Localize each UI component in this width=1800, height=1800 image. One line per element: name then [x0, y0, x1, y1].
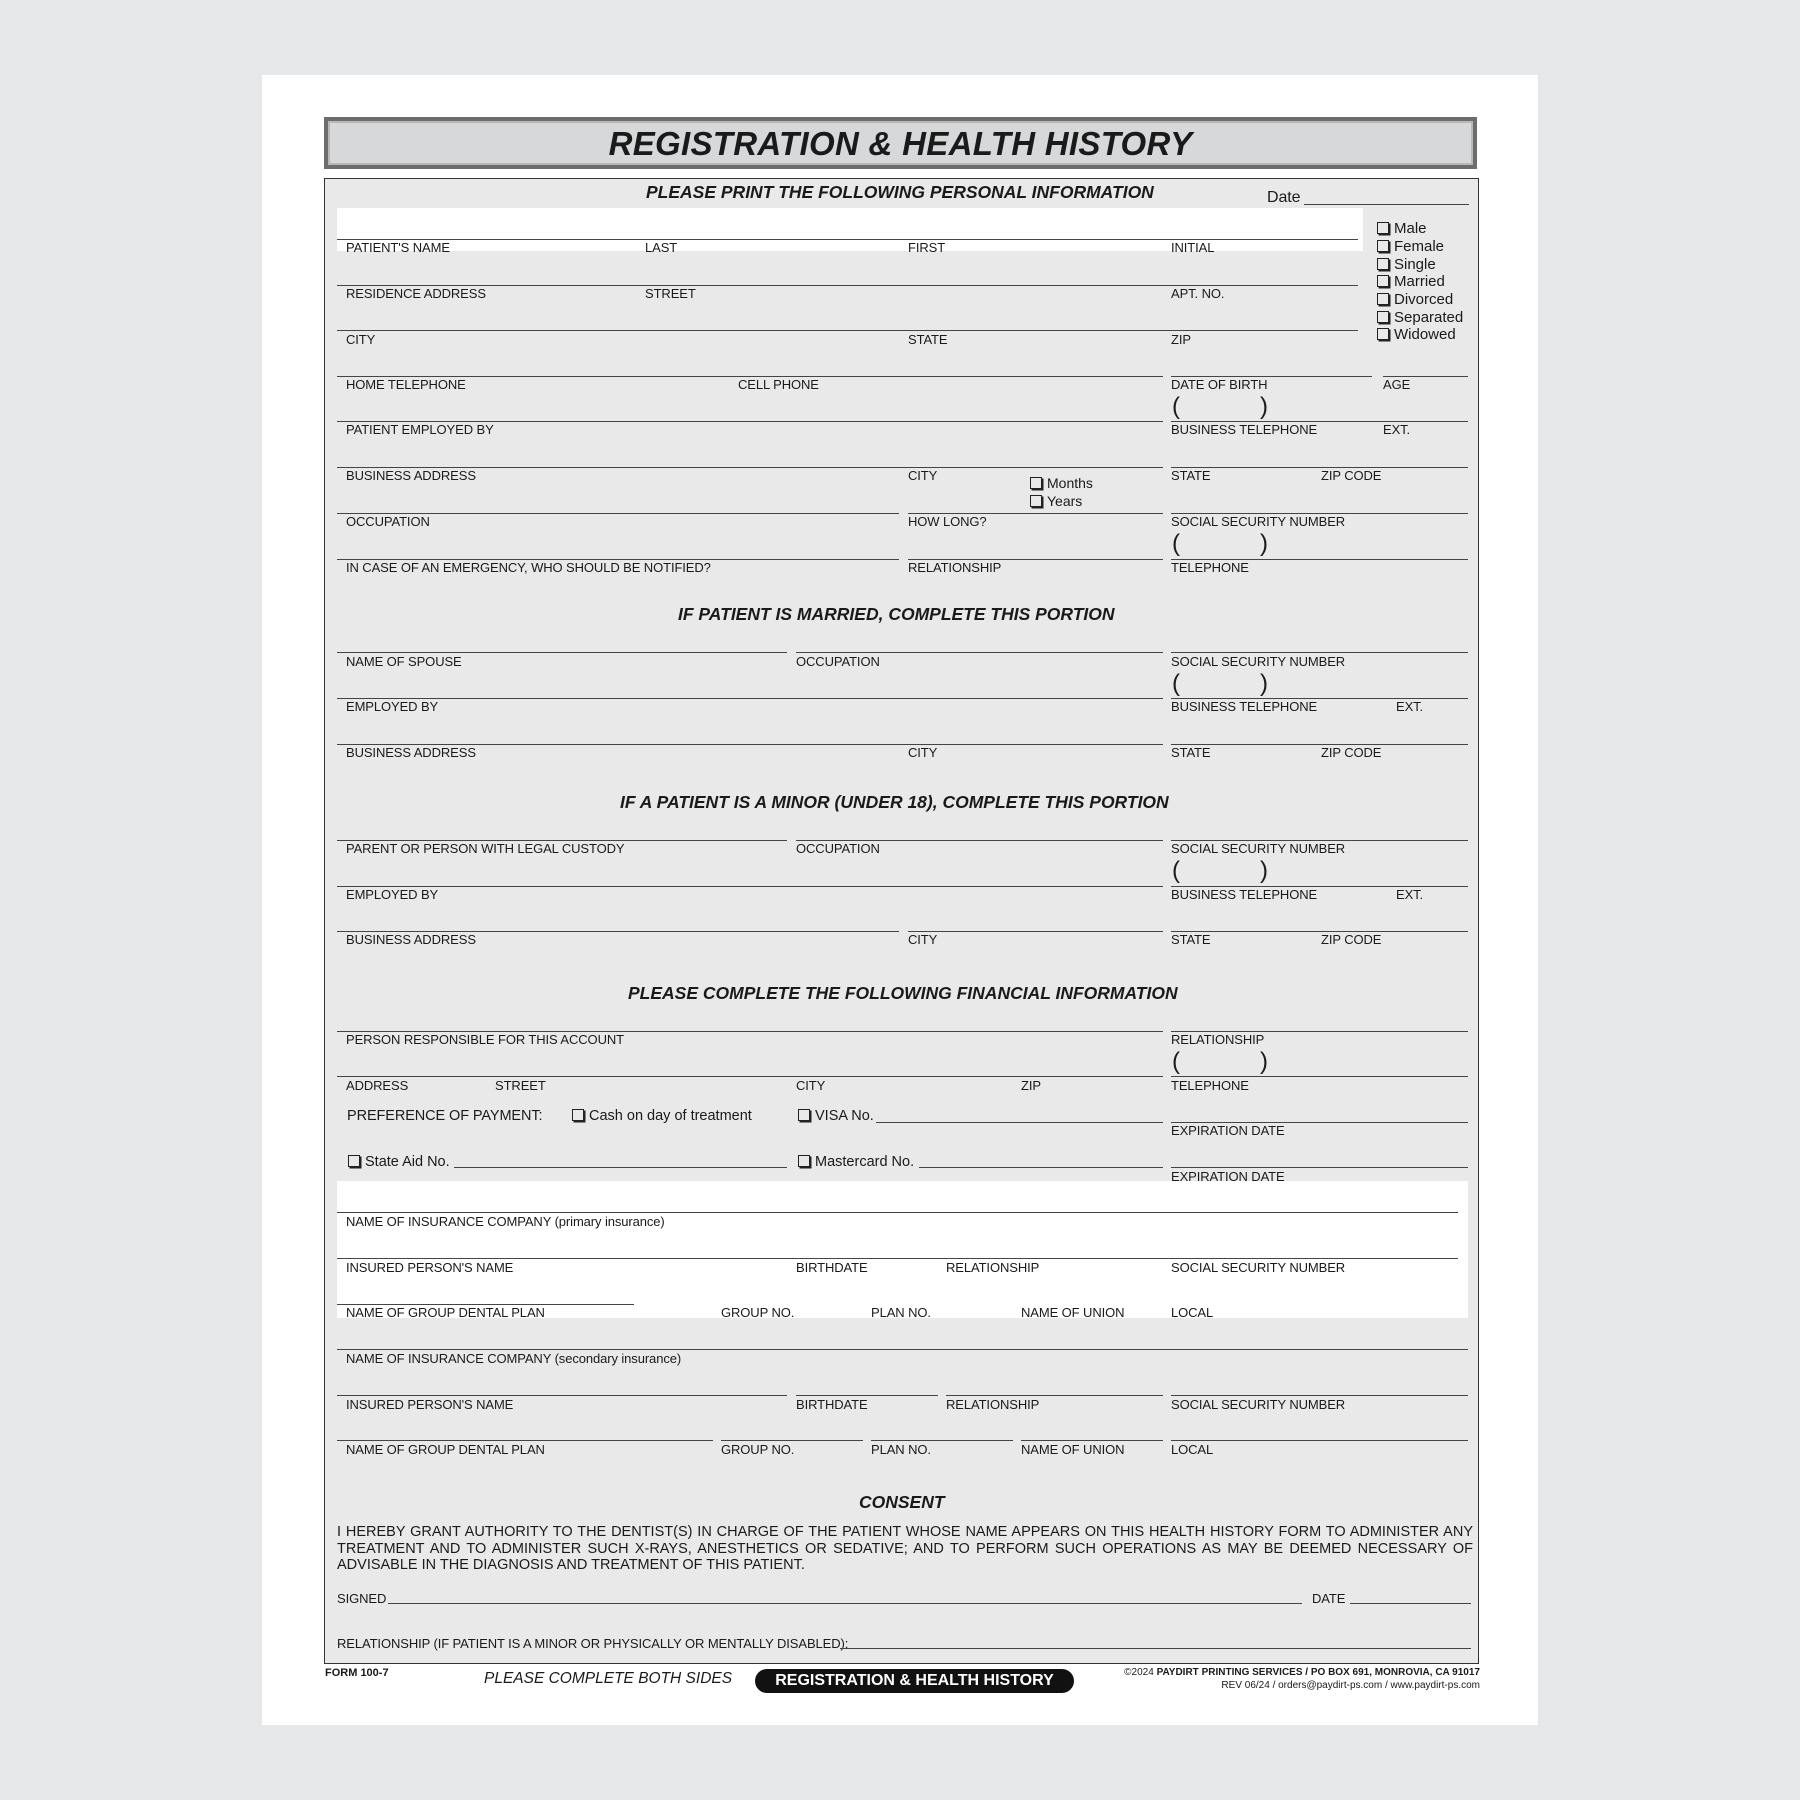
label-apt-no: APT. NO.	[1171, 286, 1225, 301]
field-line-spouse-ssn[interactable]	[1171, 652, 1468, 653]
checkbox-single[interactable]	[1377, 256, 1436, 273]
label-business-telephone: BUSINESS TELEPHONE	[1171, 422, 1318, 437]
field-line-primary-insurance[interactable]	[337, 1212, 1458, 1213]
field-line-responsible-address[interactable]	[337, 1076, 1163, 1077]
label-business-address: BUSINESS ADDRESS	[346, 468, 476, 483]
label-ssn: SOCIAL SECURITY NUMBER	[1171, 514, 1346, 529]
footer-company	[1078, 1667, 1480, 1678]
label-primary-note: (primary insurance)	[554, 1214, 665, 1229]
label-zip: ZIP	[1021, 1078, 1041, 1093]
form-title-bar	[324, 117, 1477, 169]
label-telephone: TELEPHONE	[1171, 1078, 1249, 1093]
checkbox-label: Male	[1394, 220, 1427, 237]
label-zip-code: ZIP CODE	[1321, 468, 1382, 483]
field-line-responsible-telephone[interactable]	[1171, 1076, 1468, 1077]
label-employed-by: EMPLOYED BY	[346, 699, 439, 714]
checkbox-separated[interactable]	[1377, 309, 1463, 326]
checkbox-square-icon	[1377, 240, 1389, 252]
label-ext: EXT.	[1396, 887, 1424, 902]
label-responsible: PERSON RESPONSIBLE FOR THIS ACCOUNT	[346, 1032, 624, 1047]
label-insured-name: INSURED PERSON'S NAME	[346, 1260, 514, 1275]
label-cell-phone: CELL PHONE	[738, 377, 819, 392]
checkbox-square-icon	[1377, 328, 1389, 340]
label-group-dental: NAME OF GROUP DENTAL PLAN	[346, 1442, 545, 1457]
label-union: NAME OF UNION	[1021, 1442, 1125, 1457]
label-patients-name: PATIENT'S NAME	[346, 240, 450, 255]
label-relationship-disabled: RELATIONSHIP (IF PATIENT IS A MINOR OR PHYSICALLY OR MENTALLY DISABLED):	[337, 1636, 849, 1651]
label-relationship: RELATIONSHIP	[1171, 1032, 1265, 1047]
paren-close: )	[1260, 670, 1268, 697]
label-ssn: SOCIAL SECURITY NUMBER	[1171, 1260, 1346, 1275]
checkbox-label: Mastercard No.	[815, 1154, 915, 1170]
label-group-no: GROUP NO.	[721, 1442, 795, 1457]
checkbox-label: VISA No.	[815, 1108, 874, 1124]
field-line-secondary-union[interactable]	[1021, 1440, 1163, 1441]
heading-personal-info: PLEASE PRINT THE FOLLOWING PERSONAL INFORMATION	[646, 182, 1154, 202]
checkbox-visa[interactable]	[798, 1108, 874, 1124]
label-street: STREET	[645, 286, 696, 301]
label-state: STATE	[1171, 468, 1211, 483]
field-line-secondary-insurance[interactable]	[337, 1349, 1468, 1350]
checkbox-square-icon	[798, 1155, 810, 1167]
label-preference-payment: PREFERENCE OF PAYMENT:	[347, 1108, 543, 1124]
label-relationship: RELATIONSHIP	[946, 1397, 1040, 1412]
checkbox-label: Single	[1394, 256, 1436, 273]
label-date-of-birth: DATE OF BIRTH	[1171, 377, 1268, 392]
checkbox-label: Married	[1394, 273, 1445, 290]
checkbox-square-icon	[1377, 222, 1389, 234]
form-title: REGISTRATION & HEALTH HISTORY	[608, 125, 1193, 162]
checkbox-mastercard[interactable]	[798, 1154, 914, 1170]
paren-close: )	[1260, 393, 1268, 420]
checkbox-months[interactable]	[1030, 475, 1093, 491]
label-relationship: RELATIONSHIP	[908, 560, 1002, 575]
checkbox-years[interactable]	[1030, 493, 1082, 509]
label-plan-no: PLAN NO.	[871, 1305, 931, 1320]
label-home-telephone: HOME TELEPHONE	[346, 377, 466, 392]
label-insurance-primary	[346, 1214, 665, 1229]
label-occupation: OCCUPATION	[796, 841, 880, 856]
footer-rev: REV 06/24 / orders@paydirt-ps.com / www.paydirt-ps.com	[1221, 1680, 1480, 1691]
heading-financial: PLEASE COMPLETE THE FOLLOWING FINANCIAL INFORMATION	[628, 983, 1178, 1003]
checkbox-label: State Aid No.	[365, 1154, 450, 1170]
label-age: AGE	[1383, 377, 1411, 392]
label-patient-employed-by: PATIENT EMPLOYED BY	[346, 422, 494, 437]
label-expiration-date: EXPIRATION DATE	[1171, 1169, 1285, 1184]
label-business-address: BUSINESS ADDRESS	[346, 932, 476, 947]
label-insurance-company: NAME OF INSURANCE COMPANY	[346, 1214, 552, 1229]
label-address: ADDRESS	[346, 1078, 409, 1093]
label-city: CITY	[908, 932, 938, 947]
label-city: CITY	[908, 745, 938, 760]
field-line-state-zip[interactable]	[1171, 467, 1468, 468]
label-plan-no: PLAN NO.	[871, 1442, 931, 1457]
label-union: NAME OF UNION	[1021, 1305, 1125, 1320]
label-birthdate: BIRTHDATE	[796, 1260, 868, 1275]
label-city: CITY	[908, 468, 938, 483]
field-line-relationship-disabled[interactable]	[840, 1648, 1471, 1649]
paren-open: (	[1172, 1048, 1180, 1075]
label-ssn: SOCIAL SECURITY NUMBER	[1171, 1397, 1346, 1412]
field-line-spouse-occupation[interactable]	[796, 652, 1163, 653]
label-insured-name: INSURED PERSON'S NAME	[346, 1397, 514, 1412]
paren-open: (	[1172, 530, 1180, 557]
label-ssn: SOCIAL SECURITY NUMBER	[1171, 841, 1346, 856]
field-line-mastercard-expiration[interactable]	[1171, 1167, 1468, 1168]
checkbox-label: Divorced	[1394, 291, 1454, 308]
label-ext: EXT.	[1396, 699, 1424, 714]
complete-both-sides: PLEASE COMPLETE BOTH SIDES	[484, 1670, 733, 1687]
label-business-address: BUSINESS ADDRESS	[346, 745, 476, 760]
checkbox-square-icon	[1030, 495, 1042, 507]
heading-consent: CONSENT	[859, 1492, 945, 1512]
label-city: CITY	[796, 1078, 826, 1093]
label-street: STREET	[495, 1078, 546, 1093]
checkbox-square-icon	[798, 1109, 810, 1121]
checkbox-square-icon	[1377, 275, 1389, 287]
footer-badge: REGISTRATION & HEALTH HISTORY	[755, 1669, 1074, 1693]
label-birthdate: BIRTHDATE	[796, 1397, 868, 1412]
checkbox-state-aid[interactable]	[348, 1154, 450, 1170]
label-insurance-company: NAME OF INSURANCE COMPANY	[346, 1351, 552, 1366]
paren-open: (	[1172, 857, 1180, 884]
copyright-year: ©2024	[1124, 1667, 1154, 1678]
field-line-parent-city[interactable]	[908, 931, 1163, 932]
checkbox-divorced[interactable]	[1377, 291, 1453, 308]
label-zip: ZIP	[1171, 332, 1191, 347]
label-emergency: IN CASE OF AN EMERGENCY, WHO SHOULD BE NOTIFIED?	[346, 560, 711, 575]
label-ext: EXT.	[1383, 422, 1411, 437]
field-line-secondary-group-plan[interactable]	[337, 1440, 713, 1441]
label-group-dental: NAME OF GROUP DENTAL PLAN	[346, 1305, 545, 1320]
field-line-secondary-plan-no[interactable]	[871, 1440, 1013, 1441]
checkbox-square-icon	[1030, 477, 1042, 489]
label-parent: PARENT OR PERSON WITH LEGAL CUSTODY	[346, 841, 625, 856]
field-line-secondary-birthdate[interactable]	[796, 1395, 938, 1396]
label-date: DATE	[1312, 1591, 1346, 1606]
field-line-state-aid[interactable]	[454, 1167, 787, 1168]
field-line-signed-date[interactable]	[1350, 1603, 1471, 1604]
checkbox-cash[interactable]	[572, 1108, 752, 1124]
paren-close: )	[1260, 1048, 1268, 1075]
paren-open: (	[1172, 393, 1180, 420]
label-secondary-note: (secondary insurance)	[554, 1351, 682, 1366]
label-relationship: RELATIONSHIP	[946, 1260, 1040, 1275]
label-first: FIRST	[908, 240, 946, 255]
checkbox-square-icon	[572, 1109, 584, 1121]
label-zip-code: ZIP CODE	[1321, 932, 1382, 947]
field-line-signature[interactable]	[388, 1603, 1302, 1604]
checkbox-square-icon	[1377, 311, 1389, 323]
field-line-city[interactable]	[337, 330, 1358, 331]
field-line-parent-employed[interactable]	[337, 886, 1163, 887]
label-residence-address: RESIDENCE ADDRESS	[346, 286, 486, 301]
label-initial: INITIAL	[1171, 240, 1215, 255]
checkbox-label: Years	[1047, 493, 1083, 509]
checkbox-male[interactable]	[1377, 220, 1427, 237]
label-how-long: HOW LONG?	[908, 514, 987, 529]
field-line-secondary-local[interactable]	[1171, 1440, 1468, 1441]
label-state: STATE	[908, 332, 948, 347]
label-occupation: OCCUPATION	[796, 654, 880, 669]
field-line-secondary-group-no[interactable]	[721, 1440, 863, 1441]
field-line-secondary-relationship[interactable]	[946, 1395, 1163, 1396]
form-number: FORM 100-7	[325, 1667, 389, 1679]
label-local: LOCAL	[1171, 1305, 1214, 1320]
label-insurance-secondary	[346, 1351, 681, 1366]
label-signed: SIGNED	[337, 1591, 387, 1606]
checkbox-square-icon	[348, 1155, 360, 1167]
heading-minor: IF A PATIENT IS A MINOR (UNDER 18), COMPLETE THIS PORTION	[620, 792, 1169, 812]
field-line-visa[interactable]	[876, 1122, 1163, 1123]
checkbox-married[interactable]	[1377, 273, 1445, 290]
field-line-spouse-employed[interactable]	[337, 698, 1163, 699]
field-line-secondary-ssn[interactable]	[1171, 1395, 1468, 1396]
date-label: Date	[1267, 189, 1301, 206]
checkbox-label: Months	[1047, 475, 1093, 491]
checkbox-square-icon	[1377, 258, 1389, 270]
field-line-primary-insured[interactable]	[337, 1258, 1458, 1259]
paren-open: (	[1172, 670, 1180, 697]
label-business-telephone: BUSINESS TELEPHONE	[1171, 699, 1318, 714]
label-zip-code: ZIP CODE	[1321, 745, 1382, 760]
label-employed-by: EMPLOYED BY	[346, 887, 439, 902]
field-line-spouse[interactable]	[337, 652, 787, 653]
checkbox-label: Female	[1394, 238, 1445, 255]
label-state: STATE	[1171, 745, 1211, 760]
highlight-primary-insurance	[337, 1181, 1468, 1318]
label-expiration-date: EXPIRATION DATE	[1171, 1123, 1285, 1138]
checkbox-female[interactable]	[1377, 238, 1444, 255]
checkbox-label: Cash on day of treatment	[589, 1108, 752, 1124]
field-line-mastercard[interactable]	[919, 1167, 1163, 1168]
label-ssn: SOCIAL SECURITY NUMBER	[1171, 654, 1346, 669]
label-local: LOCAL	[1171, 1442, 1214, 1457]
company-address: PAYDIRT PRINTING SERVICES / PO BOX 691, MONROVIA, CA 91017	[1156, 1667, 1480, 1678]
label-name-of-spouse: NAME OF SPOUSE	[346, 654, 462, 669]
consent-text: I HEREBY GRANT AUTHORITY TO THE DENTIST(S) IN CHARGE OF THE PATIENT WHOSE NAME APPEARS ON THIS HEALTH HISTORY FORM TO ADMINISTER ANY TREATMENT AND TO ADMINISTER SUCH X-RAYS, ANESTHETICS OR SEDATIVE; AND TO PERFORM SUCH OPERATIONS AS MAY BE DEEMED NECESSARY OF ADVISABLE IN THE DIAGNOSIS AND TREATMENT OF THIS PATIENT.	[337, 1524, 1473, 1573]
checkbox-label: Separated	[1394, 309, 1464, 326]
checkbox-square-icon	[1377, 293, 1389, 305]
paren-close: )	[1260, 857, 1268, 884]
label-state: STATE	[1171, 932, 1211, 947]
paren-close: )	[1260, 530, 1268, 557]
checkbox-label: Widowed	[1394, 326, 1456, 343]
field-line-secondary-insured[interactable]	[337, 1395, 787, 1396]
label-business-telephone: BUSINESS TELEPHONE	[1171, 887, 1318, 902]
label-occupation: OCCUPATION	[346, 514, 430, 529]
label-last: LAST	[645, 240, 678, 255]
label-telephone: TELEPHONE	[1171, 560, 1249, 575]
checkbox-widowed[interactable]	[1377, 326, 1456, 343]
field-line-spouse-state-zip[interactable]	[1171, 744, 1468, 745]
date-line[interactable]	[1304, 204, 1469, 205]
label-group-no: GROUP NO.	[721, 1305, 795, 1320]
label-city: CITY	[346, 332, 376, 347]
field-line-parent-state-zip[interactable]	[1171, 931, 1468, 932]
heading-married: IF PATIENT IS MARRIED, COMPLETE THIS PORTION	[678, 604, 1115, 624]
